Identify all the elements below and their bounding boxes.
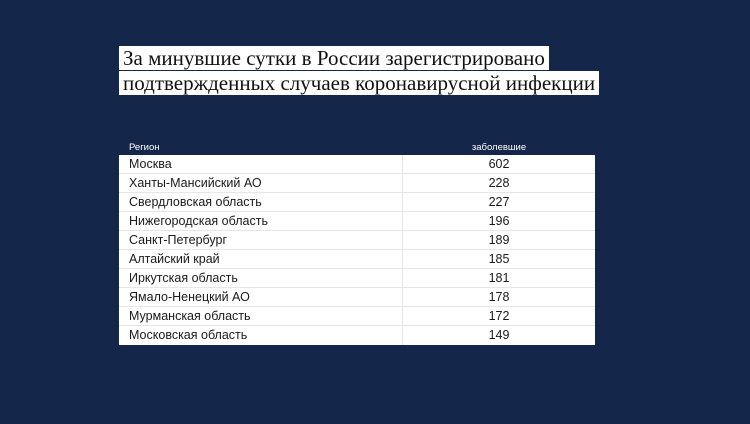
table-row — [119, 307, 595, 326]
table-body — [119, 155, 595, 345]
table-row — [119, 155, 595, 174]
table-row — [119, 250, 595, 269]
cases-cell: 149 — [488, 328, 510, 342]
table-header — [119, 141, 595, 155]
headline-line-1: За минувшие сутки в России зарегистрировано — [119, 46, 549, 70]
table-row — [119, 326, 595, 345]
region-cell: Иркутская область — [119, 269, 403, 287]
headline-line-2: подтвержденных случаев коронавирусной инфекции — [119, 71, 599, 95]
table-row — [119, 174, 595, 193]
column-header-region: Регион — [129, 142, 160, 153]
region-cell: Свердловская область — [119, 193, 403, 211]
cases-cell: 178 — [488, 290, 510, 304]
cases-cell: 185 — [488, 252, 510, 266]
region-cell: Ямало-Ненецкий АО — [119, 288, 403, 306]
region-cell: Нижегородская область — [119, 212, 403, 230]
table-row — [119, 212, 595, 231]
region-cell: Ханты-Мансийский АО — [119, 174, 403, 192]
table-row — [119, 231, 595, 250]
cases-cell: 602 — [488, 157, 510, 171]
region-cell: Москва — [119, 155, 403, 173]
cases-cell: 189 — [488, 233, 510, 247]
column-header-cases: заболевшие — [471, 142, 527, 153]
headline — [119, 46, 679, 96]
region-cell: Мурманская область — [119, 307, 403, 325]
region-cell: Санкт-Петербург — [119, 231, 403, 249]
cases-cell: 196 — [488, 214, 510, 228]
cases-cell: 172 — [488, 309, 510, 323]
cases-cell: 227 — [488, 195, 510, 209]
region-cell: Алтайский край — [119, 250, 403, 268]
data-table — [119, 141, 595, 345]
table-row — [119, 269, 595, 288]
table-row — [119, 288, 595, 307]
cases-cell: 228 — [488, 176, 510, 190]
cases-cell: 181 — [488, 271, 510, 285]
table-row — [119, 193, 595, 212]
region-cell: Московская область — [119, 326, 403, 345]
